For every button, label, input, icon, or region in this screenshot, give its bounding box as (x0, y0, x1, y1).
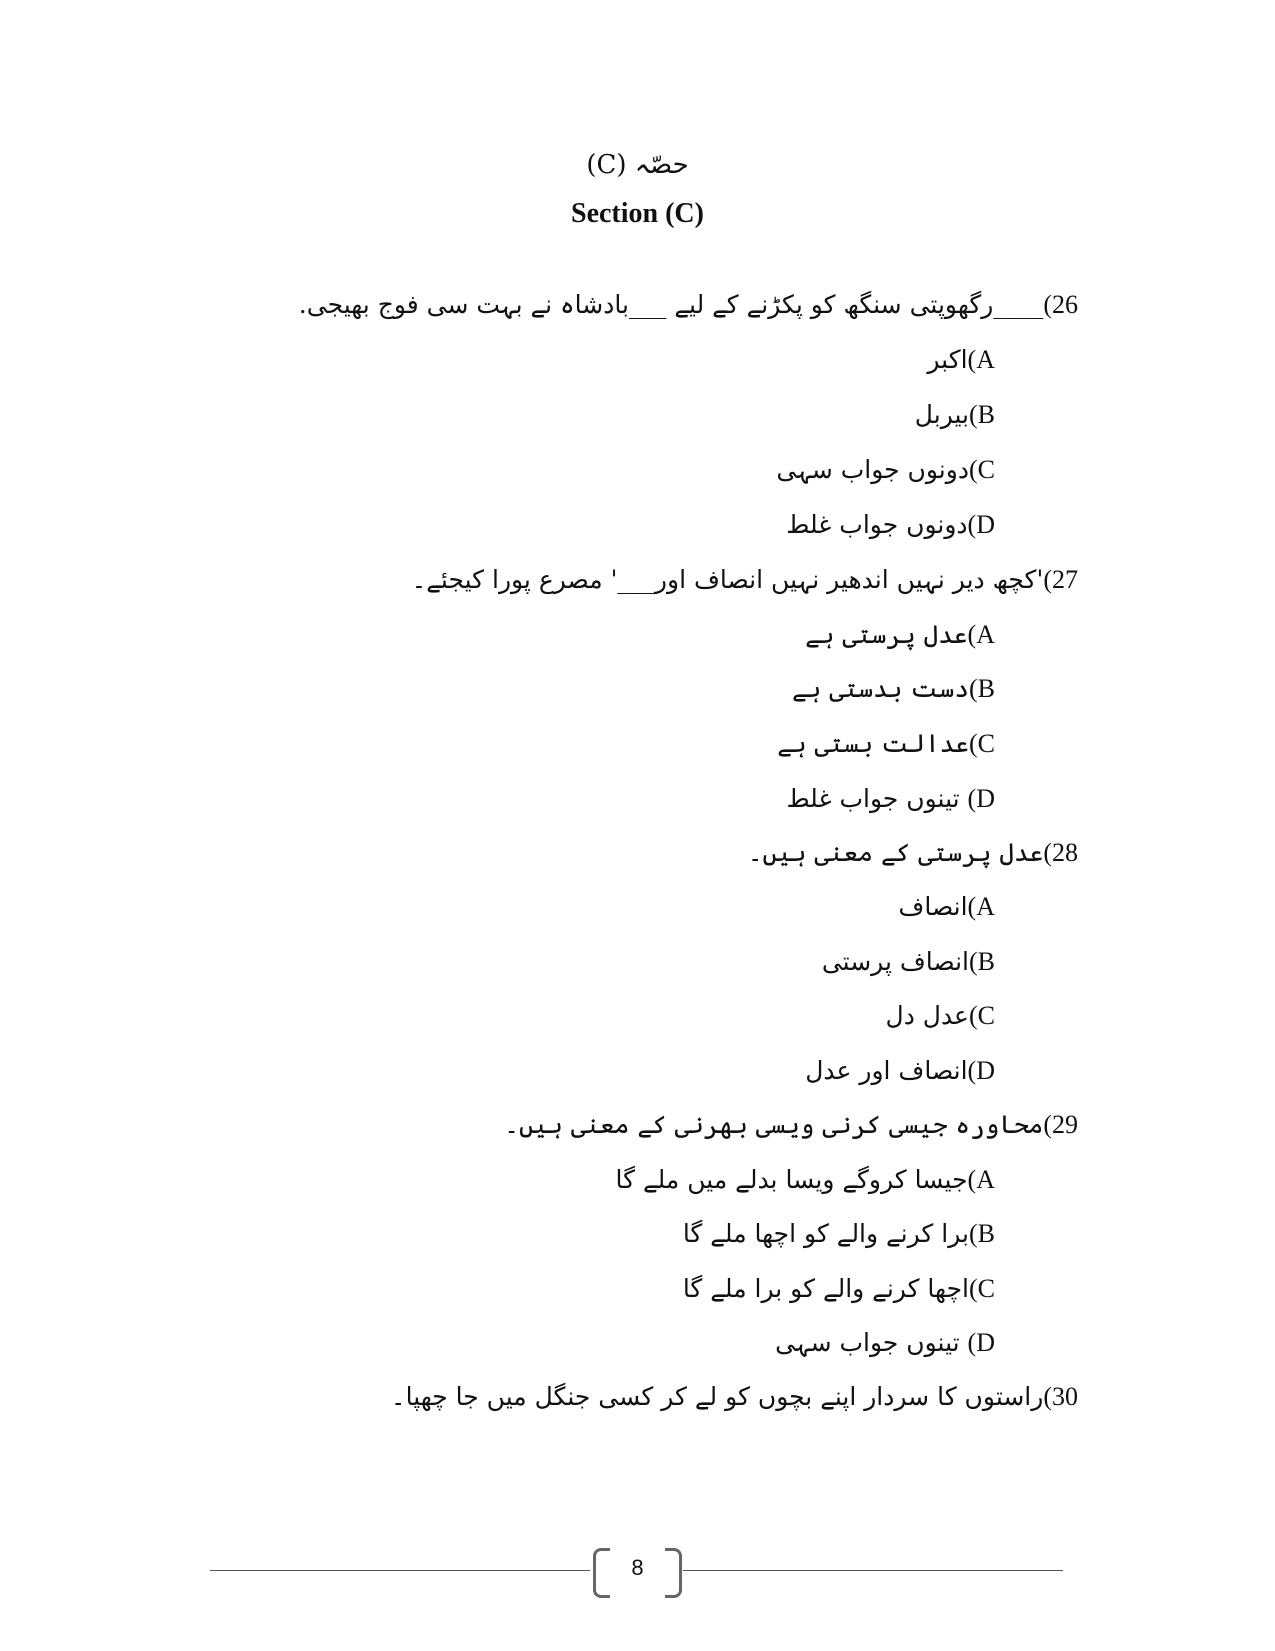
question-26 (299, 290, 1078, 320)
option-29-a (616, 1165, 995, 1195)
option-text: عدل پرستی ہے (805, 620, 968, 649)
page-number-bracket-right (665, 1548, 682, 1598)
option-text: انصاف (898, 892, 968, 921)
option-26-b (915, 400, 995, 430)
option-letter: C) (968, 1001, 995, 1030)
option-letter: B) (968, 674, 995, 703)
option-text: عدالت بستی ہے (777, 729, 969, 758)
option-text: بیربل (914, 400, 969, 429)
option-text: اکبر (927, 345, 968, 374)
option-27-c (777, 729, 995, 759)
question-29 (504, 1110, 1078, 1140)
option-letter: D) (967, 510, 995, 539)
footer-divider-left (210, 1570, 590, 1571)
option-letter: D) (967, 1056, 995, 1085)
option-letter: C) (968, 455, 995, 484)
option-text: انصاف پرستی (821, 947, 969, 976)
option-letter: A) (967, 345, 995, 374)
option-26-a (927, 345, 995, 375)
option-26-c (776, 455, 995, 485)
option-text: عدل دل (885, 1001, 969, 1030)
option-text: برا کرنے والے کو اچھا ملے گا (682, 1219, 969, 1248)
option-28-b (822, 947, 995, 977)
option-letter: B) (968, 1219, 995, 1248)
option-27-d (786, 784, 995, 814)
option-letter: A) (967, 892, 995, 921)
question-number: 28) (1043, 838, 1078, 867)
question-27 (412, 565, 1078, 595)
page-number: 8 (631, 1555, 644, 1580)
option-text: دونوں جواب غلط (786, 510, 968, 539)
option-text: تینوں جواب غلط (786, 784, 968, 813)
option-letter: C) (968, 729, 995, 758)
question-number: 27) (1043, 565, 1078, 594)
question-text: محاورہ جیسی کرنی ویسی بھرنی کے معنی ہیں۔ (504, 1110, 1044, 1139)
question-30 (391, 1382, 1078, 1412)
option-29-d (775, 1328, 995, 1358)
section-heading-urdu: حصّہ (C) (586, 150, 689, 180)
page-number-bracket-left (593, 1548, 610, 1598)
option-27-a (805, 620, 995, 650)
option-29-c (683, 1274, 995, 1304)
option-text: دونوں جواب سہی (776, 455, 969, 484)
option-27-b (792, 674, 995, 704)
option-letter: A) (967, 620, 995, 649)
option-28-c (886, 1001, 995, 1031)
option-29-b (683, 1219, 995, 1249)
option-text: انصاف اور عدل (805, 1056, 968, 1085)
question-number: 29) (1043, 1110, 1078, 1139)
option-text: دست بدستی ہے (791, 674, 969, 703)
option-text: تینوں جواب سہی (775, 1328, 968, 1357)
option-letter: D) (967, 1328, 995, 1357)
question-number: 26) (1043, 290, 1078, 319)
question-text: ____رگھوپتی سنگھ کو پکڑنے کے لیے ___بادشاہ نے بہت سی فوج بھیجی. (298, 290, 1044, 319)
option-letter: A) (967, 1165, 995, 1194)
question-28 (748, 838, 1078, 868)
section-heading-english: Section (C) (571, 198, 704, 229)
option-letter: D) (967, 784, 995, 813)
question-text: راستوں کا سردار اپنے بچوں کو لے کر کسی جنگل میں جا چھپا۔ (390, 1382, 1044, 1411)
option-text: جیسا کروگے ویسا بدلے میں ملے گا (615, 1165, 968, 1194)
question-text: عدل پرستی کے معنی ہیں۔ (747, 838, 1044, 867)
question-text: 'کچھ دیر نہیں اندھیر نہیں انصاف اور___' مصرع پورا کیجئے۔ (411, 565, 1044, 594)
option-letter: C) (968, 1274, 995, 1303)
question-number: 30) (1043, 1382, 1078, 1411)
option-letter: B) (968, 947, 995, 976)
option-text: اچھا کرنے والے کو برا ملے گا (682, 1274, 969, 1303)
option-letter: B) (968, 400, 995, 429)
option-26-d (786, 510, 995, 540)
footer-divider-right (683, 1570, 1063, 1571)
option-28-d (805, 1056, 995, 1086)
option-28-a (898, 892, 995, 922)
